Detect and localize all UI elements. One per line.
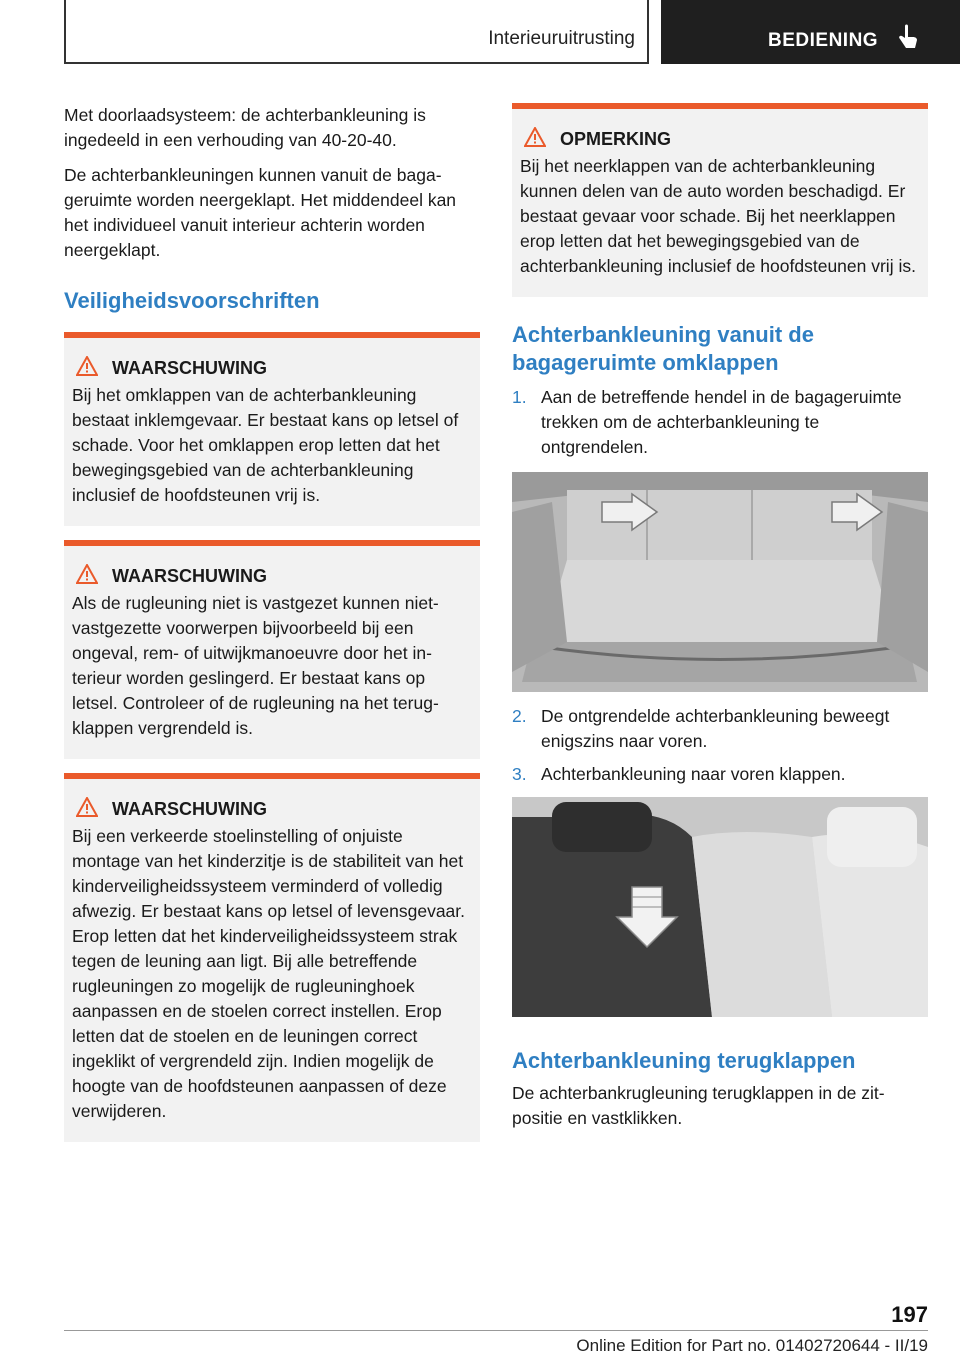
left-column — [64, 103, 480, 1142]
steps-list-b — [512, 704, 928, 787]
steps-list-a — [512, 385, 928, 460]
section-title: Interieuruitrusting — [488, 28, 635, 49]
warning-box-3 — [64, 773, 480, 1142]
intro-paragraph-1: Met doorlaadsysteem: de achterbankleuning is ingedeeld in een verhouding van 40-20-40. — [64, 105, 426, 150]
step-item — [512, 762, 928, 787]
step-text: Achterbankleuning naar voren klappen. — [541, 764, 846, 784]
warning-triangle-icon — [524, 127, 546, 147]
warning-triangle-icon — [76, 797, 98, 817]
chapter-title: BEDIENING — [768, 30, 879, 51]
warning-box-2 — [64, 540, 480, 759]
intro-paragraph-2: De achterbankleuningen kunnen vanuit de bagageruimte worden neergeklapt. Het middendeel kan het individueel vanuit interieur achterin worden neergeklapt. — [64, 165, 457, 260]
header-chapter-box — [661, 0, 960, 64]
step-text: Aan de betreffende hendel in de bagageruimte trekken om de achterbankleuning te ontgrendelen. — [541, 387, 902, 457]
warning-text-2: Als de rugleuning niet is vastgezet kunnen niet-vastgezette voorwerpen bijvoorbeeld bij een ongeval, rem- of uitwijkmanoeuvre door het interieur worden geslingerd. Er bestaat kans op letsel. Controleer of de rugleuning na het terugklappen vergrendeld is. — [72, 593, 439, 738]
warning-triangle-icon — [76, 564, 98, 584]
warning-label-1: WAARSCHUWING — [112, 358, 267, 378]
hand-pointer-icon — [897, 24, 919, 52]
warning-box-1 — [64, 332, 480, 526]
step-number: 1. — [512, 387, 527, 407]
warning-text-1: Bij het omklappen van de achterbankleuning bestaat inklemgevaar. Er bestaat kans op letsel of schade. Voor het omklappen erop letten dat het bewegingsgebied van de achterbankleuning inclusief de hoofdsteunen vrij is. — [72, 385, 459, 505]
footer-divider — [64, 1330, 928, 1331]
step-number: 2. — [512, 706, 527, 726]
header-section-box — [64, 0, 649, 64]
step-item — [512, 385, 928, 460]
step-text: De ontgrendelde achterbankleuning beweegt enigszins naar voren. — [541, 706, 890, 751]
right-column — [512, 103, 928, 1141]
note-label: OPMERKING — [560, 129, 672, 149]
page-number: 197 — [891, 1302, 928, 1327]
note-text: Bij het neerklappen van de achterbankleuning kunnen delen van de auto worden beschadigd. Er bestaat gevaar voor schade. Bij het neerklappen erop letten dat het bewegingsgebied van de achterbankleuning inclusief de hoofdsteunen vrij is. — [520, 156, 916, 276]
warning-label-2: WAARSCHUWING — [112, 566, 267, 586]
edition-text: Online Edition for Part no. 01402720644 - II/19 — [576, 1336, 928, 1355]
warning-label-3: WAARSCHUWING — [112, 799, 267, 819]
step-number: 3. — [512, 764, 527, 784]
note-box — [512, 103, 928, 297]
seat-illustration — [512, 797, 928, 1017]
return-heading: Achterbankleuning terugklappen — [512, 1048, 856, 1073]
warning-text-3: Bij een verkeerde stoelinstelling of onjuiste montage van het kinderzitje is de stabiliteit van het kinderveiligheidssysteem verminderd of volledig afwezig. Er bestaat kans op letsel of levensgevaar. Erop letten dat het kinderveiligheidssysteem strak tegen de leuning aan ligt. Bij alle betreffende rugleuningen zo mogelijk de rugleuninghoek aanpassen en de stoelen correct instellen. Erop letten dat de stoelen en de leuningen correct ingeklikt of vergrendeld zijn. Indien mogelijk de hoogte van de hoofdsteunen aanpassen of deze verwijderen. — [72, 826, 466, 1121]
note-title — [520, 127, 920, 152]
warning-title-2 — [72, 564, 472, 589]
step-item — [512, 704, 928, 754]
warning-title-1 — [72, 356, 472, 381]
trunk-illustration — [512, 472, 928, 692]
return-text: De achterbankrugleuning terugklappen in de zitpositie en vastklikken. — [512, 1083, 885, 1128]
fold-heading: Achterbankleuning vanuit de bagageruimte omklappen — [512, 322, 814, 375]
warning-title-3 — [72, 797, 472, 822]
safety-heading: Veiligheidsvoorschriften — [64, 288, 320, 313]
warning-triangle-icon — [76, 356, 98, 376]
